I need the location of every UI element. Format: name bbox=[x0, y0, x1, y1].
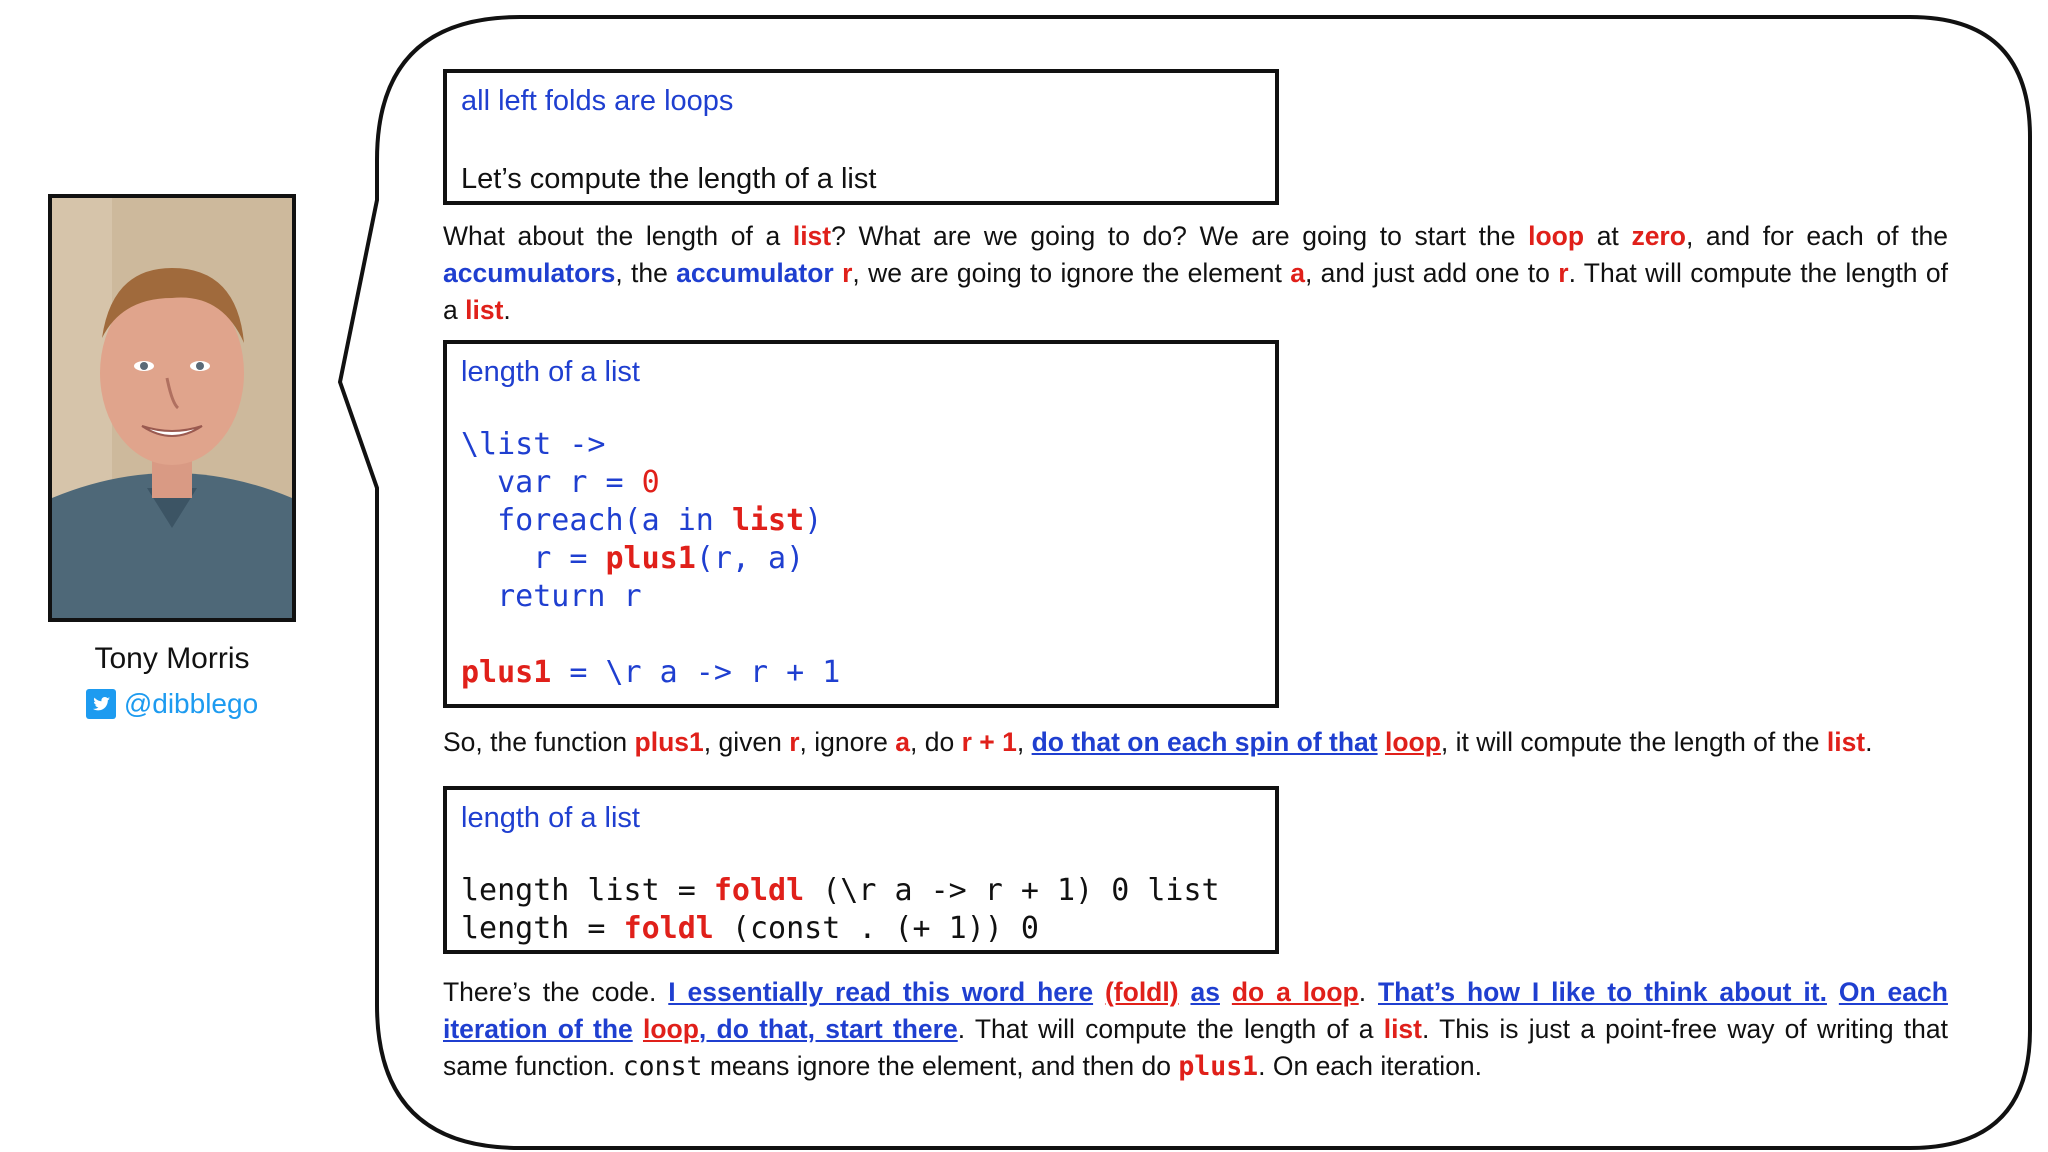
box-subtitle: Let’s compute the length of a list bbox=[461, 163, 877, 195]
underlined-phrase: I essentially read this word here bbox=[668, 977, 1094, 1007]
text-span bbox=[1093, 977, 1105, 1007]
code-span: (const . (+ 1)) 0 bbox=[713, 911, 1039, 946]
portrait-image bbox=[52, 198, 292, 618]
highlight-term: list bbox=[1383, 1014, 1422, 1044]
text-span: , given bbox=[703, 727, 790, 757]
text-span: What about the length of a bbox=[443, 221, 793, 251]
text-span bbox=[834, 258, 842, 288]
code-line bbox=[461, 464, 1261, 502]
text-span: . On each iteration. bbox=[1258, 1051, 1483, 1081]
text-span bbox=[1378, 727, 1385, 757]
text-span: . That will compute the length of a bbox=[443, 258, 1948, 325]
text-span: . bbox=[1865, 727, 1873, 757]
spacer bbox=[461, 616, 1261, 654]
twitter-handle[interactable]: @dibblego bbox=[123, 688, 259, 719]
underlined-phrase: do that on each spin of that bbox=[1031, 727, 1378, 757]
text-span: . bbox=[1358, 977, 1378, 1007]
highlight-term: r bbox=[789, 727, 800, 757]
transcript-paragraph bbox=[443, 724, 1948, 761]
highlight-term: accumulators bbox=[443, 258, 616, 288]
code-span: foreach(a in bbox=[461, 503, 732, 538]
text-span: , and for each of the bbox=[1685, 221, 1948, 251]
code-span: 0 bbox=[641, 465, 660, 500]
code-line: return r bbox=[461, 579, 642, 614]
box-title: all left folds are loops bbox=[461, 85, 734, 117]
code-span: plus1 bbox=[461, 655, 552, 690]
code-span: plus1 bbox=[605, 541, 696, 576]
highlight-term: r bbox=[842, 258, 853, 288]
text-span: , the bbox=[615, 258, 677, 288]
text-span: at bbox=[1584, 221, 1632, 251]
code-span: r = bbox=[461, 541, 606, 576]
code-line: \list -> bbox=[461, 427, 606, 462]
text-span: , do bbox=[910, 727, 962, 757]
speaker-name: Tony Morris bbox=[94, 642, 250, 675]
highlight-term: r bbox=[1558, 258, 1569, 288]
text-span: means ignore the element, and then do bbox=[702, 1051, 1179, 1081]
code-line bbox=[461, 540, 1261, 578]
underlined-phrase: (foldl) bbox=[1104, 977, 1179, 1007]
code-span: foldl bbox=[713, 873, 805, 908]
text-span: . That will compute the length of a bbox=[957, 1014, 1384, 1044]
code-span: foldl bbox=[623, 911, 714, 946]
highlight-term: a bbox=[895, 727, 911, 757]
text-span: There’s the code. bbox=[443, 977, 669, 1007]
code-line bbox=[461, 502, 1261, 540]
highlight-term: loop bbox=[1528, 221, 1585, 251]
underlined-phrase: , do that, start there bbox=[698, 1014, 958, 1044]
text-span bbox=[1827, 977, 1839, 1007]
box-title: length of a list bbox=[461, 802, 640, 834]
text-span: . bbox=[503, 295, 511, 325]
code-span: length = bbox=[461, 911, 624, 946]
underlined-phrase: as bbox=[1190, 977, 1220, 1007]
code-term: const bbox=[622, 1051, 703, 1082]
code-line bbox=[461, 654, 1261, 692]
highlight-term: list bbox=[465, 295, 504, 325]
code-span: (\r a -> r + 1) 0 list bbox=[804, 873, 1220, 908]
text-span bbox=[1179, 977, 1191, 1007]
code-line bbox=[461, 872, 1261, 910]
code-span: list bbox=[731, 503, 805, 538]
text-span: . This is just a point-free way of writing that same function. bbox=[443, 1014, 1948, 1081]
highlight-term: accumulator bbox=[676, 258, 834, 288]
highlight-term: list bbox=[1826, 727, 1866, 757]
code-span: length list = bbox=[461, 873, 714, 908]
speaker-handle-row[interactable] bbox=[48, 688, 296, 720]
highlight-term: list bbox=[792, 221, 832, 251]
heading-box bbox=[443, 69, 1279, 205]
highlight-term: zero bbox=[1631, 221, 1686, 251]
code-line bbox=[461, 910, 1261, 948]
speaker-photo bbox=[48, 194, 296, 622]
text-span: So, the function bbox=[443, 727, 635, 757]
box-title: length of a list bbox=[461, 356, 640, 388]
code-box-foldl bbox=[443, 786, 1279, 954]
text-span: , it will compute the length of the bbox=[1440, 727, 1827, 757]
underlined-phrase: loop bbox=[1384, 727, 1441, 757]
highlight-term: plus1 bbox=[634, 727, 704, 757]
text-span bbox=[1220, 977, 1232, 1007]
code-span: ) bbox=[804, 503, 823, 538]
underlined-phrase: On each iteration of the bbox=[443, 977, 1948, 1044]
code-box-loop bbox=[443, 340, 1279, 708]
spacer bbox=[461, 119, 1261, 161]
highlight-term: r + 1 bbox=[961, 727, 1017, 757]
underlined-phrase: That’s how I like to think about it. bbox=[1378, 977, 1827, 1007]
code-term: plus1 bbox=[1178, 1051, 1259, 1082]
text-span: ? What are we going to do? We are going to start the bbox=[831, 221, 1529, 251]
text-span: , and just add one to bbox=[1304, 258, 1559, 288]
highlight-term: a bbox=[1290, 258, 1305, 288]
code-span: = \r a -> r + 1 bbox=[551, 655, 841, 690]
transcript-paragraph bbox=[443, 218, 1948, 329]
transcript-paragraph bbox=[443, 974, 1948, 1085]
text-span: , bbox=[1016, 727, 1032, 757]
underlined-phrase: do a loop bbox=[1231, 977, 1359, 1007]
code-span: var r = bbox=[461, 465, 642, 500]
text-span: , ignore bbox=[799, 727, 896, 757]
spacer bbox=[461, 390, 1261, 426]
underlined-phrase: loop bbox=[642, 1014, 699, 1044]
text-span bbox=[633, 1014, 643, 1044]
code-span: (r, a) bbox=[695, 541, 805, 576]
spacer bbox=[461, 836, 1261, 872]
twitter-icon bbox=[86, 689, 116, 719]
text-span: , we are going to ignore the element bbox=[852, 258, 1291, 288]
